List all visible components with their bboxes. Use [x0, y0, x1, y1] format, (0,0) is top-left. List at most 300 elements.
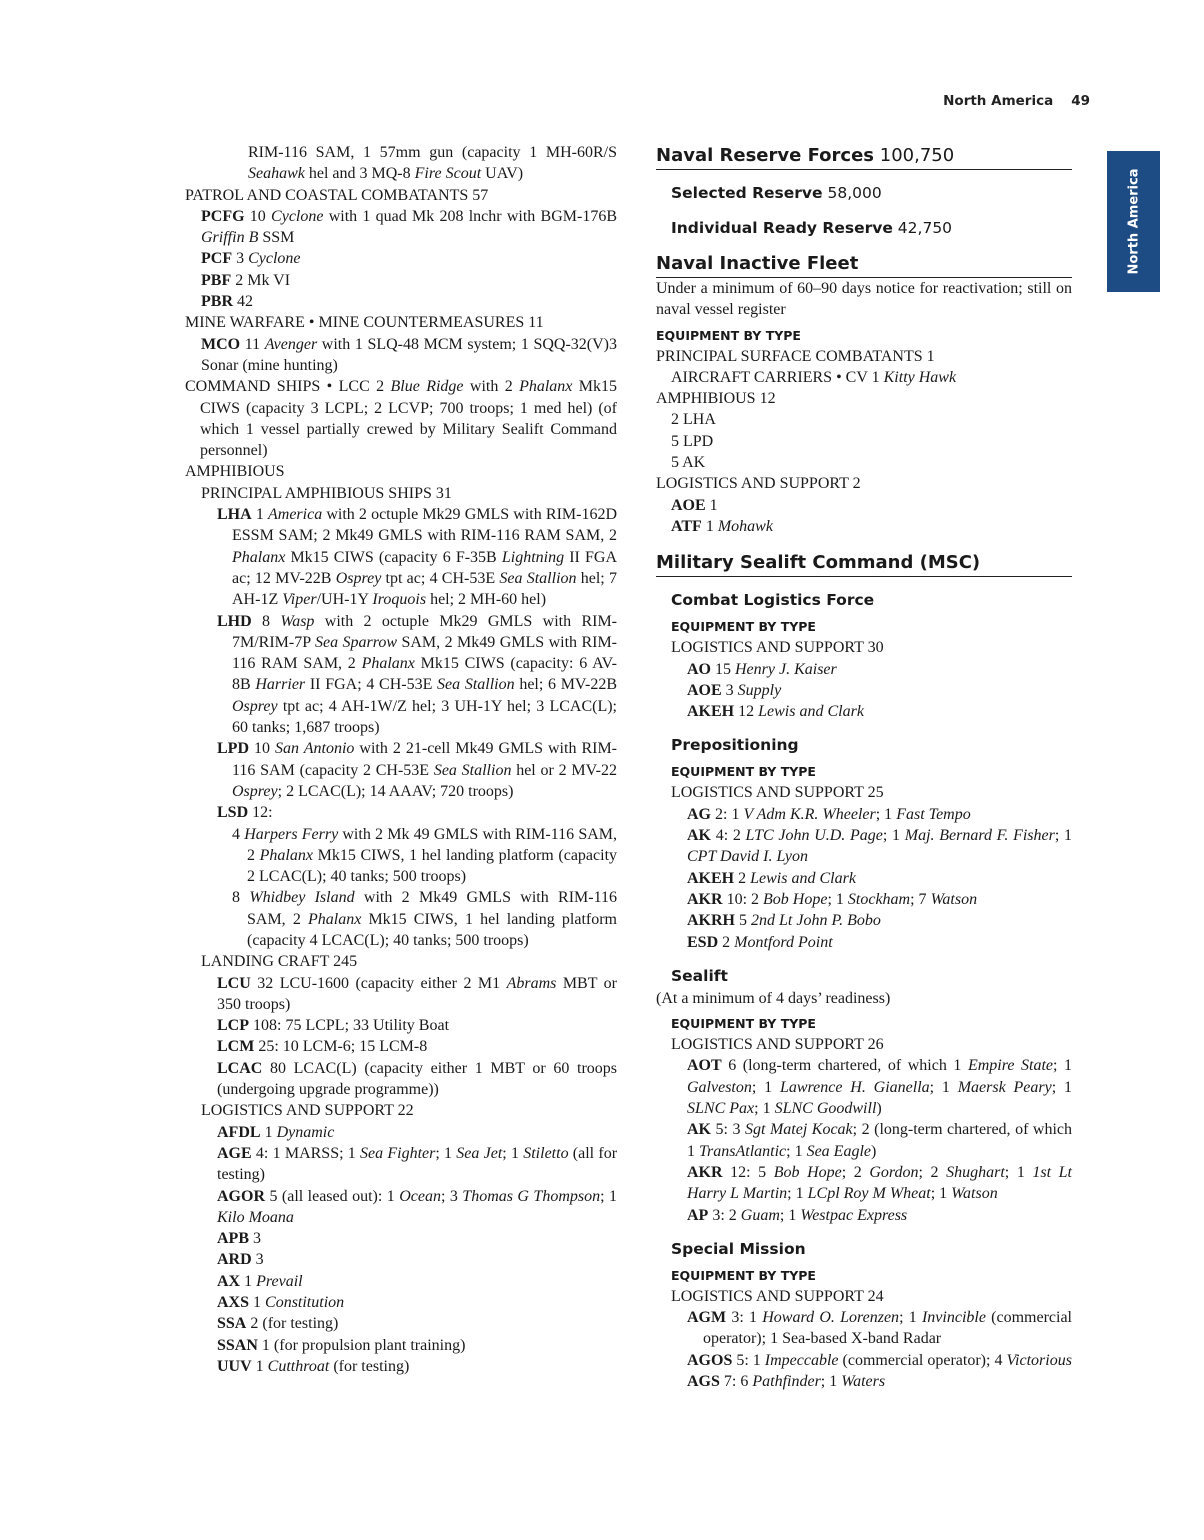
entry-text: ; 1 [1004, 1163, 1033, 1181]
entry-text: 1 [701, 517, 718, 535]
category-heading [656, 388, 1072, 409]
vessel-name: Gordon [869, 1163, 919, 1181]
equipment-entry [185, 1292, 617, 1313]
equipment-entry [185, 483, 617, 504]
vessel-name: Shughart [946, 1163, 1005, 1181]
entry-text: 5: 1 [732, 1351, 765, 1369]
entry-text: ; 1 [786, 1142, 807, 1160]
heading-value: 58,000 [822, 184, 882, 202]
side-tab-label: North America [1126, 168, 1141, 275]
vessel-name: Empire State [967, 1057, 1053, 1075]
subsection-heading [656, 181, 1072, 205]
entry-text: Mk15 CIWS (capacity: 6 AV-8B [232, 655, 617, 694]
vessel-name: Osprey [232, 697, 278, 715]
equipment-entry [656, 1371, 1072, 1392]
vessel-name: Galveston [687, 1078, 752, 1096]
entry-text: with 2 [463, 378, 520, 396]
vessel-name: Cyclone [248, 250, 301, 268]
entry-text: ; 3 [440, 1187, 463, 1205]
vessel-name: Supply [737, 681, 782, 699]
vessel-name: Blue Ridge [390, 378, 464, 396]
heading-title: Naval Reserve Forces [656, 145, 875, 166]
category-heading [185, 312, 617, 333]
heading-title: Individual Ready Reserve [671, 219, 893, 237]
vessel-name: Fire Scout [414, 165, 482, 183]
entry-text: Mk15 CIWS, 1 hel landing platform (capacity 4 LCAC(L); 40 tanks; 500 troops) [247, 910, 617, 949]
entry-text: ; 1 [929, 1078, 958, 1096]
entry-code: LCU [217, 974, 251, 992]
section-heading [656, 252, 1072, 278]
equipment-entry [656, 932, 1072, 953]
entry-code: AGS [687, 1372, 720, 1390]
entry-text: ; 2 [841, 1163, 870, 1181]
entry-code: PBR [201, 293, 233, 311]
equipment-entry [656, 1205, 1072, 1226]
vessel-name: LTC John U.D. Page [745, 827, 883, 845]
equipment-entry [185, 1228, 617, 1249]
entry-text: 32 LCU-1600 (capacity either 2 M1 [250, 974, 507, 992]
equipment-entry [656, 1119, 1072, 1162]
entry-code: AGOR [217, 1187, 265, 1205]
entry-text: ; 2 (long-term chartered, of which 1 [687, 1121, 1073, 1160]
vessel-name: Phalanx [519, 378, 573, 396]
vessel-name: Victorious [1006, 1351, 1072, 1369]
entry-text: SAM, 2 Mk49 GMLS with RIM-116 RAM SAM, 2 [232, 633, 618, 673]
entry-text: 8 [232, 889, 250, 907]
equipment-entry [656, 431, 1072, 452]
entry-text: 10 [249, 740, 276, 758]
entry-code: AO [687, 660, 711, 678]
entry-text: 12: [248, 804, 273, 822]
vessel-name: Constitution [265, 1294, 345, 1312]
entry-text: ; 1 [435, 1144, 457, 1162]
entry-text: 2 [718, 933, 735, 951]
entry-code: ATF [671, 517, 702, 535]
equipment-entry [185, 334, 617, 377]
equipment-entry [656, 452, 1072, 473]
heading-title: Special Mission [671, 1239, 806, 1258]
vessel-name: America [267, 506, 323, 524]
entry-text: ; 1 [820, 1372, 842, 1390]
entry-text: ; 1 [1053, 1057, 1073, 1075]
equipment-entry [656, 782, 1072, 803]
entry-code: AK [687, 827, 711, 845]
entry-text: ; 1 [1051, 1078, 1072, 1096]
equipment-entry [656, 1162, 1072, 1205]
entry-code: MCO [201, 335, 241, 353]
vessel-name: Guam [740, 1206, 780, 1224]
entry-code: LCP [217, 1017, 249, 1035]
heading-title: Combat Logistics Force [671, 591, 875, 610]
entry-text: AIRCRAFT CARRIERS • CV 1 [671, 368, 884, 386]
equipment-entry [185, 291, 617, 312]
vessel-name: Ocean [399, 1187, 441, 1205]
vessel-name: Lewis and Clark [750, 869, 856, 887]
section-heading [656, 144, 1072, 170]
entry-text: hel; 2 MH-60 hel) [426, 591, 547, 609]
heading-value: 100,750 [874, 145, 955, 166]
entry-text: ; 1 [899, 1309, 922, 1327]
equipment-entry [185, 973, 617, 1016]
vessel-name: Stockham [847, 890, 911, 908]
entry-code: AGE [217, 1144, 252, 1162]
vessel-name: LCpl Roy M Wheat [807, 1185, 931, 1203]
entry-text: 1 [249, 1294, 266, 1312]
vessel-name: Stiletto [523, 1144, 569, 1162]
entry-text: 1 [251, 506, 268, 524]
vessel-name: Seahawk [248, 165, 305, 183]
entry-text: 5 [735, 912, 751, 930]
vessel-name: Bob Hope [773, 1163, 842, 1181]
vessel-name: Pathfinder [752, 1372, 821, 1390]
equipment-entry [185, 1036, 617, 1057]
equipment-entry [185, 1100, 617, 1121]
heading-title: Prepositioning [671, 736, 799, 755]
vessel-name: Watson [930, 890, 978, 908]
vessel-name: TransAtlantic [699, 1142, 787, 1160]
vessel-name: Sea Eagle [806, 1142, 871, 1160]
entry-text: MINE WARFARE • MINE COUNTERMEASURES 11 [185, 314, 544, 332]
equipment-by-type-label: EQUIPMENT BY TYPE [671, 619, 816, 635]
category-heading [656, 473, 1072, 494]
entry-text: AMPHIBIOUS [185, 463, 285, 481]
vessel-name: CPT David I. Lyon [687, 848, 809, 866]
entry-text: ; 1 [751, 1078, 780, 1096]
category-heading [185, 461, 617, 482]
entry-code: AX [217, 1272, 241, 1290]
entry-text: AMPHIBIOUS 12 [656, 390, 776, 408]
vessel-name: Invincible [921, 1309, 986, 1327]
equipment-entry [656, 889, 1072, 910]
entry-text: 4 [232, 825, 245, 843]
subsection-heading [656, 1237, 1072, 1261]
entry-text: 25: 10 LCM-6; 15 LCM-8 [254, 1038, 428, 1056]
equipment-entry [185, 1356, 617, 1377]
entry-text: 5 LPD [671, 432, 714, 450]
entry-text: 80 LCAC(L) (capacity either 1 MBT or 60 troops (undergoing upgrade programme)) [217, 1059, 617, 1099]
entry-text: PATROL AND COASTAL COMBATANTS 57 [185, 186, 489, 204]
vessel-name: Prevail [256, 1272, 303, 1290]
entry-text: ; 2 LCAC(L); 14 AAAV; 720 troops) [277, 782, 514, 800]
entry-text: 1 [240, 1272, 257, 1290]
section-heading [656, 551, 1072, 577]
entry-code: AGOS [687, 1351, 733, 1369]
entry-text: LANDING CRAFT 245 [201, 953, 358, 971]
equipment-entry [185, 611, 617, 739]
entry-code: AFDL [217, 1123, 261, 1141]
vessel-name: Impeccable [764, 1351, 839, 1369]
vessel-name: V Adm K.R. Wheeler [743, 805, 876, 823]
entry-code: AXS [217, 1294, 250, 1312]
entry-code: AGM [687, 1309, 727, 1327]
entry-text: LOGISTICS AND SUPPORT 26 [671, 1036, 884, 1054]
vessel-name: Iroquois [372, 591, 427, 609]
entry-text: 2 LHA [671, 411, 716, 429]
entry-text: ) [876, 1100, 882, 1118]
entry-code: AKR [687, 1163, 723, 1181]
equipment-entry [185, 1271, 617, 1292]
entry-text: LOGISTICS AND SUPPORT 24 [671, 1287, 884, 1305]
entry-text: ) [871, 1142, 877, 1160]
vessel-name: Phalanx [259, 846, 313, 864]
entry-text: with 2 Mk 49 GMLS with RIM-116 SAM, 2 [247, 825, 617, 864]
vessel-name: Harrier [255, 676, 306, 694]
entry-text: with 1 quad Mk 208 lnchr with BGM-176B [323, 207, 618, 225]
vessel-name: Kilo Moana [217, 1208, 294, 1226]
vessel-name: Montford Point [734, 933, 833, 951]
vessel-name: Bob Hope [763, 890, 828, 908]
equipment-entry [656, 516, 1072, 537]
vessel-name: Wasp [280, 612, 315, 630]
entry-code: ARD [217, 1251, 252, 1269]
entry-code: PCF [201, 250, 233, 268]
vessel-name: Abrams [506, 974, 557, 992]
entry-text: ; 1 [779, 1206, 801, 1224]
vessel-name: Cutthroat [267, 1357, 330, 1375]
entry-code: SSA [217, 1315, 247, 1333]
entry-text: ; 2 [918, 1163, 947, 1181]
entry-text: 3 [249, 1230, 261, 1248]
equipment-entry [656, 804, 1072, 825]
entry-text: 2 Mk VI [231, 271, 291, 289]
equipment-entry [185, 270, 617, 291]
heading-title: Sealift [671, 966, 728, 985]
entry-text: 8 [251, 612, 281, 630]
entry-text: 12 [734, 703, 759, 721]
entry-code: LHA [217, 506, 252, 524]
vessel-name: Sea Stallion [433, 761, 512, 779]
entry-text: PRINCIPAL SURFACE COMBATANTS 1 [656, 347, 935, 365]
entry-text: COMMAND SHIPS • LCC 2 [185, 378, 391, 396]
equipment-entry [185, 802, 617, 823]
vessel-name: Thomas G Thompson [462, 1187, 601, 1205]
entry-text: with 2 Mk49 GMLS with RIM-116 SAM, 2 [247, 889, 618, 928]
vessel-name: Westpac Express [800, 1206, 908, 1224]
subsection-heading [656, 964, 1072, 988]
equipment-entry [656, 910, 1072, 931]
equipment-entry [656, 825, 1072, 868]
entry-code: AOT [687, 1057, 722, 1075]
vessel-name: Phalanx [361, 655, 415, 673]
vessel-name: Maersk Peary [957, 1078, 1052, 1096]
subsection-heading [656, 733, 1072, 757]
entry-code: LCM [217, 1038, 255, 1056]
entry-text: ; 1 [754, 1100, 775, 1118]
entry-text: ; 7 [910, 890, 931, 908]
equipment-entry [656, 1286, 1072, 1307]
equipment-by-type-label: EQUIPMENT BY TYPE [671, 1016, 816, 1032]
entry-text: RIM-116 SAM, 1 57mm gun (capacity 1 MH-60R/S [248, 144, 617, 161]
entry-text: 3: 2 [708, 1206, 741, 1224]
entry-text: MBT or 350 troops) [217, 974, 617, 1013]
entry-text: 15 [711, 660, 735, 678]
entry-text: (commercial operator); 4 [838, 1351, 1007, 1369]
vessel-name: Sgt Matej Kocak [744, 1121, 853, 1139]
entry-text: 1 [251, 1357, 268, 1375]
entry-text: 5 AK [671, 454, 706, 472]
entry-text: 5: 3 [711, 1121, 745, 1139]
equipment-entry [185, 1058, 617, 1101]
entry-code: SSAN [217, 1336, 258, 1354]
category-heading [185, 185, 617, 206]
entry-code: LHD [217, 612, 252, 630]
entry-text: Mk15 CIWS (capacity 3 LCPL; 2 LCVP; 700 troops; 1 med hel) (of which 1 vessel partially crewed by Military Sealift Command personnel) [200, 378, 618, 460]
section-thumb-tab [1107, 151, 1160, 292]
entry-text: SSM [258, 229, 295, 247]
entry-code: AG [687, 805, 711, 823]
entry-text: ; 1 [882, 827, 905, 845]
equipment-entry [185, 142, 617, 185]
vessel-name: Phalanx [232, 548, 286, 566]
entry-text: with 2 21-cell Mk49 GMLS with RIM-116 SAM (capacity 2 CH-53E [232, 740, 618, 779]
entry-text: ; 1 [787, 1185, 808, 1203]
entry-text: 10: 2 [722, 890, 764, 908]
entry-code: AK [687, 1121, 711, 1139]
vessel-name: Fast Tempo [896, 805, 971, 823]
equipment-entry [656, 701, 1072, 722]
entry-code: UUV [217, 1357, 252, 1375]
equipment-entry [185, 1249, 617, 1270]
entry-text: hel; 7 AH-1Z [232, 569, 617, 609]
entry-text: 2 [734, 869, 751, 887]
equipment-by-type-label: EQUIPMENT BY TYPE [671, 764, 816, 780]
entry-text: ; 1 [502, 1144, 524, 1162]
entry-text: 4: 1 MARSS; 1 [251, 1144, 361, 1162]
entry-text: 7: 6 [719, 1372, 753, 1390]
entry-text: hel or 2 MV-22 [511, 761, 617, 779]
entry-text: 3 [251, 1251, 264, 1269]
entry-text: 2: 1 [711, 805, 744, 823]
entry-text: 108: 75 LCPL; 33 Utility Boat [249, 1017, 450, 1035]
equipment-entry [185, 206, 617, 249]
entry-text: tpt ac; 4 CH-53E [381, 569, 500, 587]
vessel-name: Viper [282, 591, 317, 609]
vessel-name: Osprey [232, 782, 278, 800]
vessel-name: Sea Sparrow [314, 633, 398, 651]
vessel-name: Dynamic [276, 1123, 335, 1141]
entry-text: with 2 octuple Mk29 GMLS with RIM-162D ESSM SAM; 2 Mk49 GMLS with RIM-116 RAM SAM, 2 [232, 506, 618, 545]
entry-text: 6 (long-term chartered, of which 1 [721, 1057, 968, 1075]
entry-text: 2 (for testing) [246, 1315, 339, 1333]
equipment-entry [656, 409, 1072, 430]
entry-code: AOE [687, 681, 722, 699]
equipment-entry [185, 504, 617, 610]
entry-text: 5 (all leased out): 1 [265, 1187, 400, 1205]
equipment-entry [656, 1055, 1072, 1119]
vessel-name: Sea Jet [456, 1144, 503, 1162]
subsection-heading [656, 588, 1072, 612]
vessel-name: SLNC Goodwill [774, 1100, 877, 1118]
entry-text: II FGA; 4 CH-53E [305, 676, 438, 694]
equipment-entry [656, 1034, 1072, 1055]
entry-text: PRINCIPAL AMPHIBIOUS SHIPS 31 [201, 484, 452, 502]
equipment-entry [185, 248, 617, 269]
heading-value: 42,750 [892, 219, 953, 237]
entry-text: 1 [260, 1123, 277, 1141]
equipment-entry [656, 367, 1072, 388]
right-column [656, 144, 1072, 1392]
entry-text: with 1 SLQ-48 MCM system; 1 SQQ-32(V)3 Sonar (mine hunting) [201, 335, 618, 374]
entry-text: 42 [233, 293, 253, 311]
entry-text: LOGISTICS AND SUPPORT 22 [201, 1102, 414, 1120]
entry-text: 1 [705, 496, 718, 514]
entry-text: LOGISTICS AND SUPPORT 2 [656, 475, 861, 493]
entry-text: 1 (for propulsion plant training) [257, 1336, 466, 1354]
page-number: 49 [1071, 93, 1090, 109]
entry-text: ; 1 [600, 1187, 617, 1205]
entry-code: LSD [217, 804, 249, 822]
equipment-entry [185, 1122, 617, 1143]
entry-code: AOE [671, 496, 706, 514]
equipment-entry [185, 887, 617, 951]
vessel-name: Avenger [264, 335, 318, 353]
heading-title: Selected Reserve [671, 184, 823, 202]
subsection-heading [656, 216, 1072, 240]
note-text: Under a minimum of 60–90 days notice for reactivation; still on naval vessel register [656, 280, 1072, 319]
entry-text: LOGISTICS AND SUPPORT 25 [671, 784, 884, 802]
entry-text: 12: 5 [722, 1163, 774, 1181]
vessel-name: Griffin B [201, 229, 259, 247]
vessel-name: Whidbey Island [249, 889, 355, 907]
equipment-entry [656, 680, 1072, 701]
category-heading [656, 346, 1072, 367]
left-column [185, 142, 617, 1377]
section-title: North America [943, 93, 1054, 109]
equipment-entry [656, 659, 1072, 680]
entry-text: hel; 6 MV-22B [514, 676, 618, 694]
vessel-name: Harpers Ferry [244, 825, 339, 843]
vessel-name: Phalanx [307, 910, 362, 928]
vessel-name: Maj. Bernard F. Fisher [904, 827, 1055, 845]
entry-text: ; 1 [827, 890, 848, 908]
equipment-entry [656, 495, 1072, 516]
entry-code: AKRH [687, 912, 735, 930]
entry-text: ; 1 [930, 1185, 952, 1203]
equipment-entry [185, 1143, 617, 1186]
equipment-entry [185, 824, 617, 888]
vessel-name: Henry J. Kaiser [735, 660, 837, 678]
running-header [900, 93, 1090, 109]
vessel-name: Lawrence H. Gianella [779, 1078, 930, 1096]
entry-code: AKEH [687, 703, 735, 721]
entry-code: AKR [687, 890, 723, 908]
entry-text: 3 [721, 681, 738, 699]
entry-text: hel and 3 MQ-8 [304, 165, 415, 183]
entry-text: UAV) [481, 165, 524, 183]
entry-text: ; 1 [1054, 827, 1072, 845]
vessel-name: Howard O. Lorenzen [762, 1309, 900, 1327]
vessel-name: Sea Stallion [437, 676, 515, 694]
vessel-name: San Antonio [275, 740, 355, 758]
equipment-entry [185, 1015, 617, 1036]
entry-text: 3: 1 [726, 1309, 763, 1327]
vessel-name: Osprey [335, 569, 382, 587]
entry-code: ESD [687, 933, 719, 951]
entry-text: with 2 octuple Mk29 GMLS with RIM-7M/RIM-7P [232, 612, 618, 651]
vessel-name: Kitty Hawk [883, 368, 957, 386]
vessel-name: Waters [841, 1372, 886, 1390]
equipment-entry [656, 868, 1072, 889]
equipment-by-type-label: EQUIPMENT BY TYPE [656, 327, 801, 343]
category-heading [185, 376, 617, 461]
entry-text: /UH-1Y [316, 591, 373, 609]
equipment-entry [656, 637, 1072, 658]
entry-text: ; 1 [875, 805, 897, 823]
vessel-name: Watson [951, 1185, 998, 1203]
equipment-entry [185, 738, 617, 802]
entry-code: AP [687, 1206, 709, 1224]
equipment-by-type-label: EQUIPMENT BY TYPE [671, 1267, 816, 1283]
